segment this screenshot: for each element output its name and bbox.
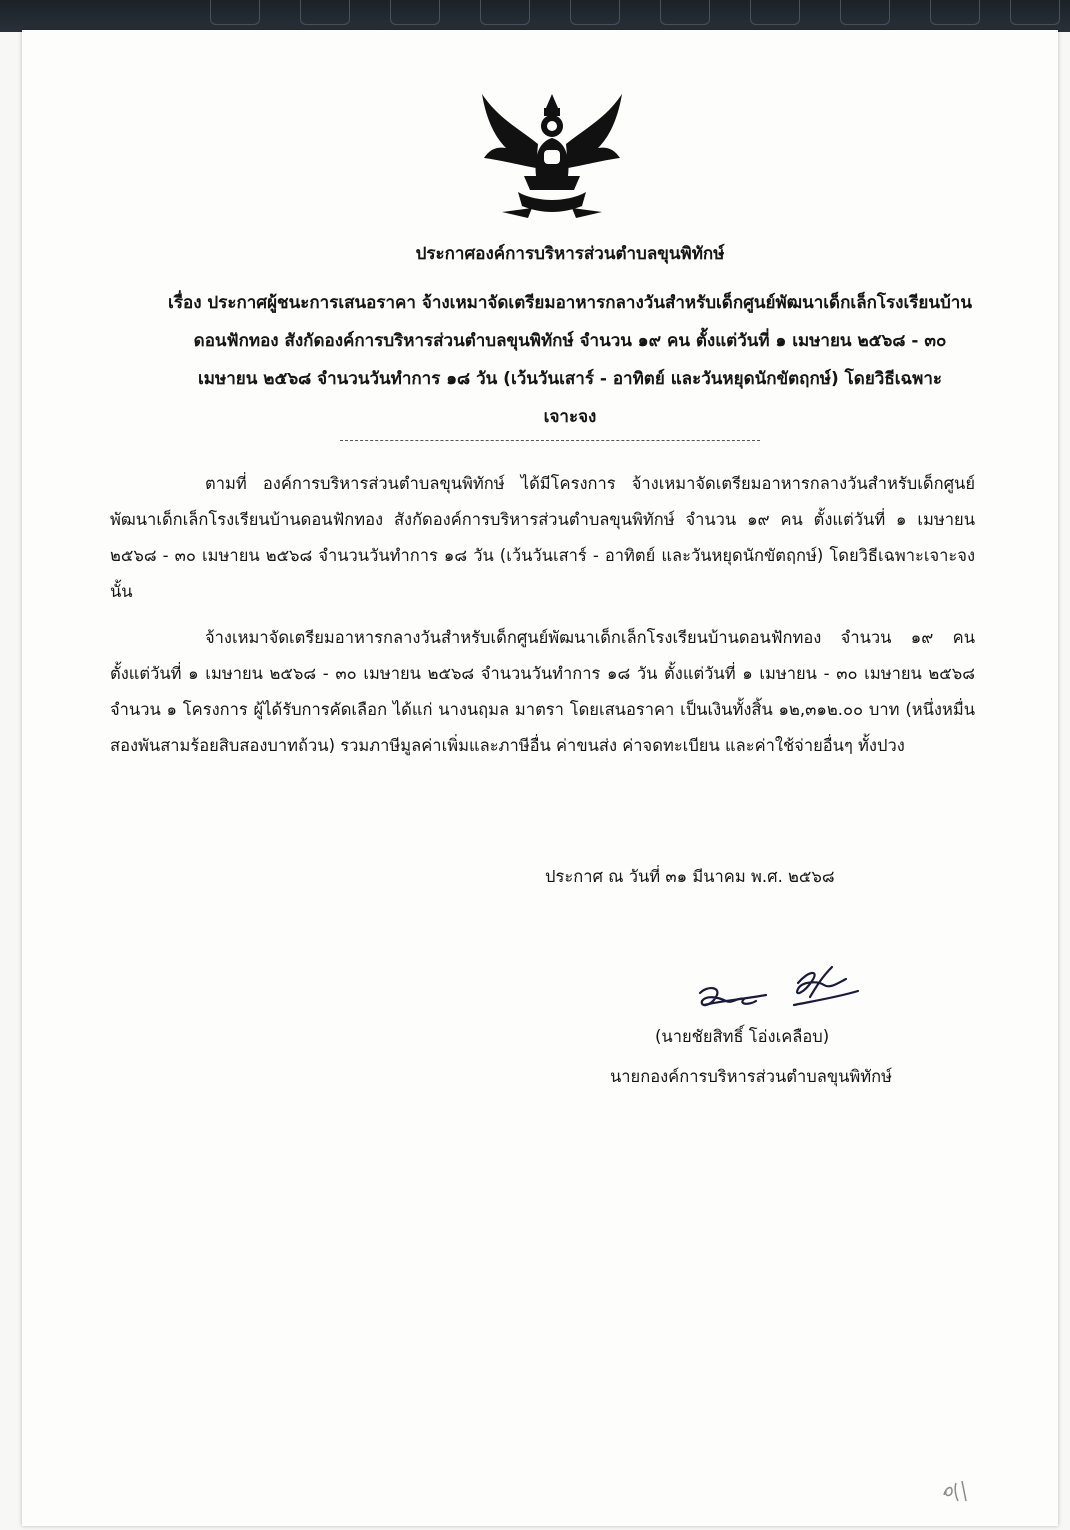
- body-paragraph-2: [110, 620, 975, 764]
- body-paragraph-1: [110, 466, 975, 610]
- garuda-emblem-icon: [478, 88, 626, 224]
- subject-line: เจาะจง: [543, 407, 597, 427]
- divider: [340, 440, 760, 441]
- handwritten-signature: [690, 965, 870, 1025]
- announcement-subject: [110, 284, 1030, 436]
- keyboard-edge: [0, 0, 1070, 32]
- announcement-title: ประกาศองค์การบริหารส่วนตำบลขุนพิทักษ์: [415, 244, 725, 264]
- subject-line: เรื่อง ประกาศผู้ชนะการเสนอราคา จ้างเหมาจัดเตรียมอาหารกลางวันสำหรับเด็กศูนย์พัฒนาเด็กเล็กโรงเรียนบ้าน: [168, 293, 972, 313]
- page-number-mark: [938, 1475, 978, 1505]
- subject-line: เมษายน ๒๕๖๘ จำนวนวันทำการ ๑๘ วัน (เว้นวันเสาร์ - อาทิตย์ และวันหยุดนักขัตฤกษ์) โดยวิธีเฉพาะ: [198, 369, 942, 389]
- paragraph-text: จ้างเหมาจัดเตรียมอาหารกลางวันสำหรับเด็กศูนย์พัฒนาเด็กเล็กโรงเรียนบ้านดอนฟักทอง จำนวน ๑๙ คน ตั้งแต่วันที่ ๑ เมษายน ๒๕๖๘ - ๓๐ เมษายน ๒๕๖๘ จำนวนวันทำการ ๑๘ วัน ตั้งแต่วันที่ ๑ เมษายน - ๓๐ เมษายน ๒๕๖๘ จำนวน ๑ โครงการ ผู้ได้รับการคัดเลือก ได้แก่ นางนฤมล มาตรา โดยเสนอราคา เป็นเงินทั้งสิ้น ๑๒,๓๑๒.๐๐ บาท (หนึ่งหมื่นสองพันสามร้อยสิบสองบาทถ้วน) รวมภาษีมูลค่าเพิ่มและภาษีอื่น ค่าขนส่ง ค่าจดทะเบียน และค่าใช้จ่ายอื่นๆ ทั้งปวง: [110, 628, 975, 755]
- signer-position: นายกองค์การบริหารส่วนตำบลขุนพิทักษ์: [610, 1067, 893, 1086]
- subject-line: ดอนฟักทอง สังกัดองค์การบริหารส่วนตำบลขุนพิทักษ์ จำนวน ๑๙ คน ตั้งแต่วันที่ ๑ เมษายน ๒๕๖๘ - ๓๐: [193, 331, 947, 351]
- announcement-date: ประกาศ ณ วันที่ ๓๑ มีนาคม พ.ศ. ๒๕๖๘: [545, 867, 835, 886]
- paragraph-text: ตามที่ องค์การบริหารส่วนตำบลขุนพิทักษ์ ได้มีโครงการ จ้างเหมาจัดเตรียมอาหารกลางวันสำหรับเด็กศูนย์พัฒนาเด็กเล็กโรงเรียนบ้านดอนฟักทอง สังกัดองค์การบริหารส่วนตำบลขุนพิทักษ์ จำนวน ๑๙ คน ตั้งแต่วันที่ ๑ เมษายน ๒๕๖๘ - ๓๐ เมษายน ๒๕๖๘ จำนวนวันทำการ ๑๘ วัน (เว้นวันเสาร์ - อาทิตย์ และวันหยุดนักขัตฤกษ์) โดยวิธีเฉพาะเจาะจง นั้น: [110, 474, 975, 601]
- signer-name: (นายชัยสิทธิ์ โอ่งเคลือบ): [655, 1027, 830, 1046]
